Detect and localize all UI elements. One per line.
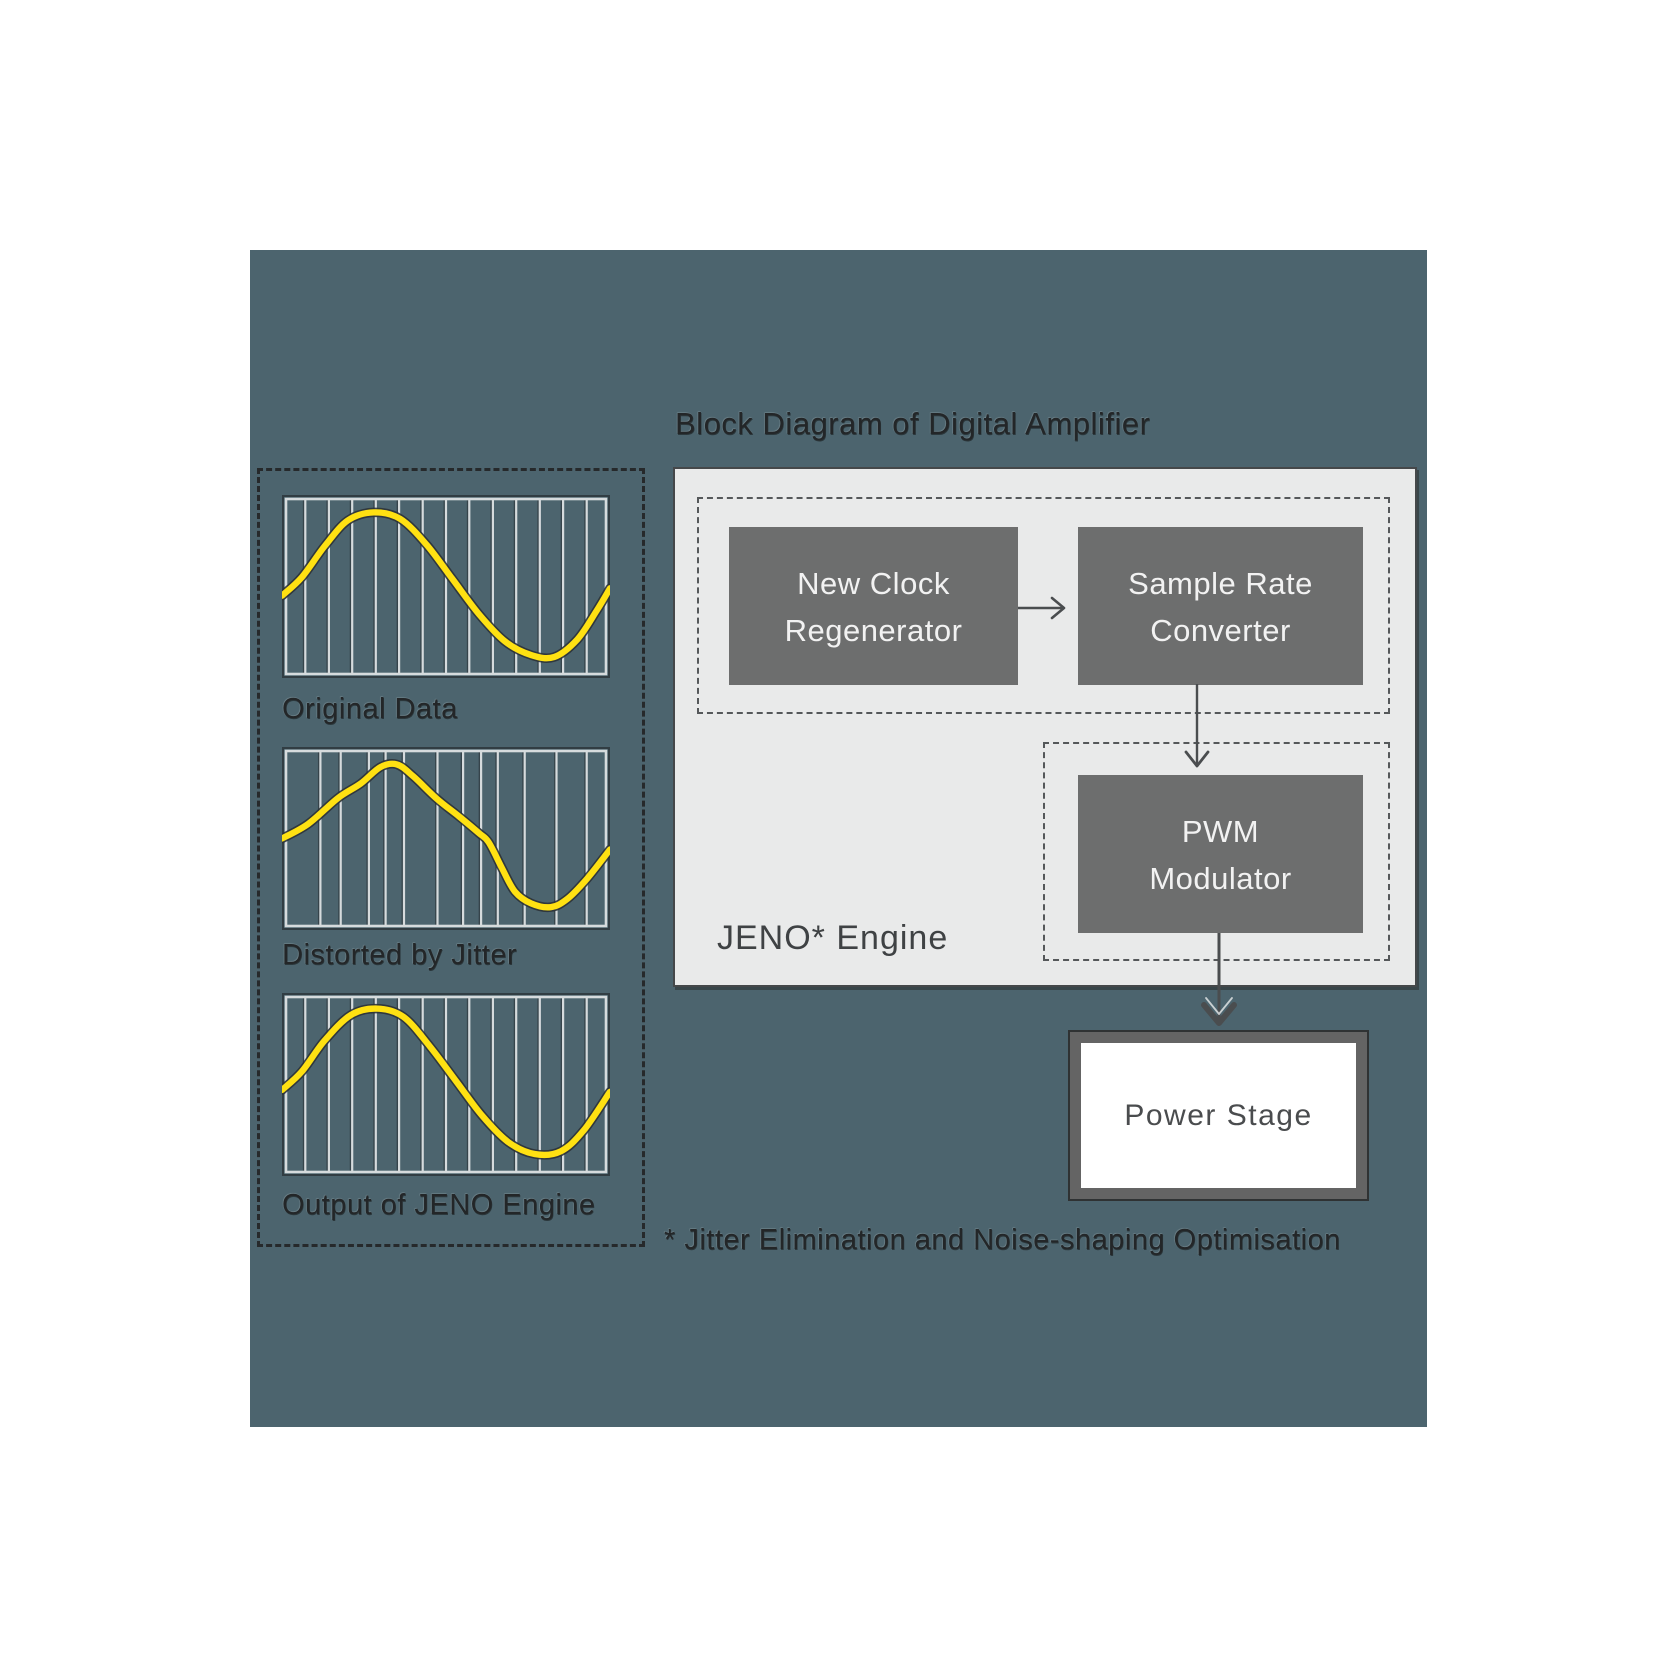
waveform-caption-original: Original Data	[282, 693, 458, 725]
block-label-line: New Clock	[797, 566, 950, 601]
infographic-canvas	[250, 250, 1427, 1427]
block-label-line: Sample Rate	[1128, 566, 1313, 601]
arrow-pwm-to-power-stage-icon	[1191, 933, 1247, 1032]
block-label-line: PWM	[1181, 814, 1260, 849]
waveform-comparison-panel	[257, 468, 645, 1247]
waveform-caption-output: Output of JENO Engine	[282, 1189, 596, 1221]
jeno-output-waveform	[282, 993, 610, 1176]
jeno-engine-panel	[673, 467, 1417, 987]
power-stage-label: Power Stage	[1124, 1098, 1313, 1132]
new-clock-regenerator-block	[729, 527, 1018, 685]
original-data-waveform	[282, 495, 610, 678]
jeno-footnote: * Jitter Elimination and Noise-shaping Optimisation	[664, 1224, 1341, 1256]
diagram-title: Block Diagram of Digital Amplifier	[675, 406, 1151, 441]
pwm-modulator-block	[1078, 775, 1363, 933]
waveform-caption-distorted: Distorted by Jitter	[282, 939, 518, 971]
block-label-line: Modulator	[1149, 861, 1292, 896]
block-label-line: Regenerator	[784, 613, 963, 648]
sample-rate-converter-block	[1078, 527, 1363, 685]
block-label-line: Converter	[1150, 613, 1291, 648]
power-stage-inner	[1081, 1043, 1356, 1188]
power-stage-block	[1068, 1030, 1369, 1201]
jeno-engine-label: JENO* Engine	[717, 919, 949, 957]
distorted-by-jitter-waveform	[282, 747, 610, 930]
arrow-clock-to-sample-rate-icon	[1018, 569, 1080, 649]
arrow-sample-rate-to-pwm-icon	[1175, 684, 1219, 770]
